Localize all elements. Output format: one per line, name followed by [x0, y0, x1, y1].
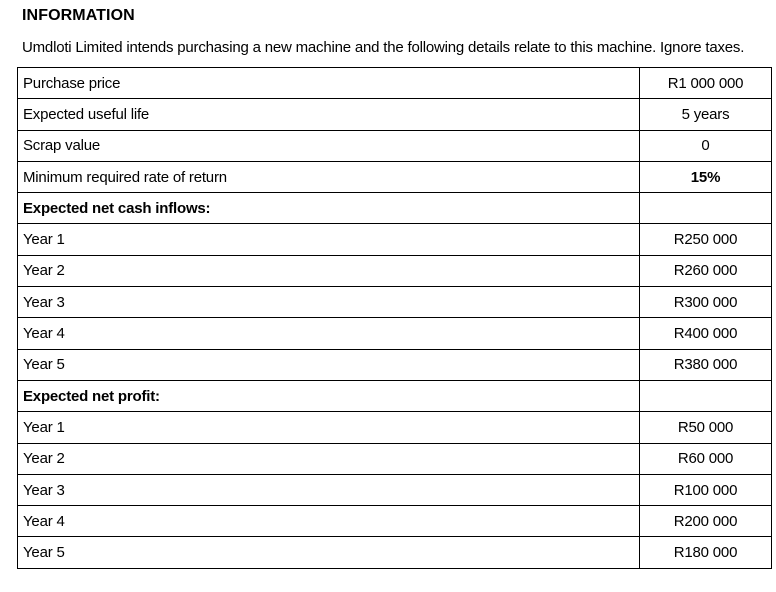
row-label: Year 4: [18, 318, 640, 349]
row-label: Minimum required rate of return: [18, 161, 640, 192]
row-label: Year 2: [18, 255, 640, 286]
section-heading: Expected net profit:: [18, 380, 640, 411]
row-value: R100 000: [640, 474, 772, 505]
table-row: [18, 474, 772, 505]
table-row: [18, 537, 772, 568]
table-row: [18, 224, 772, 255]
section-heading: Expected net cash inflows:: [18, 193, 640, 224]
table-row-section-cash-inflows: [18, 193, 772, 224]
row-value: R260 000: [640, 255, 772, 286]
row-value: 0: [640, 130, 772, 161]
table-row-required-return: [18, 161, 772, 192]
table-row: [18, 506, 772, 537]
table-row: [18, 412, 772, 443]
row-label: Expected useful life: [18, 99, 640, 130]
row-label: Year 3: [18, 287, 640, 318]
row-value: R180 000: [640, 537, 772, 568]
table-row-useful-life: [18, 99, 772, 130]
table-row: [18, 443, 772, 474]
row-label: Purchase price: [18, 68, 640, 99]
table-row: [18, 349, 772, 380]
row-label: Year 3: [18, 474, 640, 505]
intro-text: Umdloti Limited intends purchasing a new machine and the following details relate to this machine. Ignore taxes.: [22, 39, 745, 56]
row-value: R200 000: [640, 506, 772, 537]
row-label: Year 2: [18, 443, 640, 474]
row-value: R300 000: [640, 287, 772, 318]
row-value: R50 000: [640, 412, 772, 443]
row-label: Year 1: [18, 224, 640, 255]
table-row: [18, 255, 772, 286]
row-label: Scrap value: [18, 130, 640, 161]
table-row-section-net-profit: [18, 380, 772, 411]
information-table: [17, 67, 772, 569]
row-value: R1 000 000: [640, 68, 772, 99]
row-value: R60 000: [640, 443, 772, 474]
table-row: [18, 287, 772, 318]
row-value: R380 000: [640, 349, 772, 380]
row-label: Year 4: [18, 506, 640, 537]
row-value: R400 000: [640, 318, 772, 349]
row-value: 15%: [640, 161, 772, 192]
row-value: R250 000: [640, 224, 772, 255]
table-row-purchase-price: [18, 68, 772, 99]
row-value: 5 years: [640, 99, 772, 130]
row-label: Year 5: [18, 537, 640, 568]
row-value: [640, 380, 772, 411]
row-value: [640, 193, 772, 224]
table-row-scrap-value: [18, 130, 772, 161]
row-label: Year 1: [18, 412, 640, 443]
table-row: [18, 318, 772, 349]
row-label: Year 5: [18, 349, 640, 380]
page-title: INFORMATION: [22, 7, 135, 24]
